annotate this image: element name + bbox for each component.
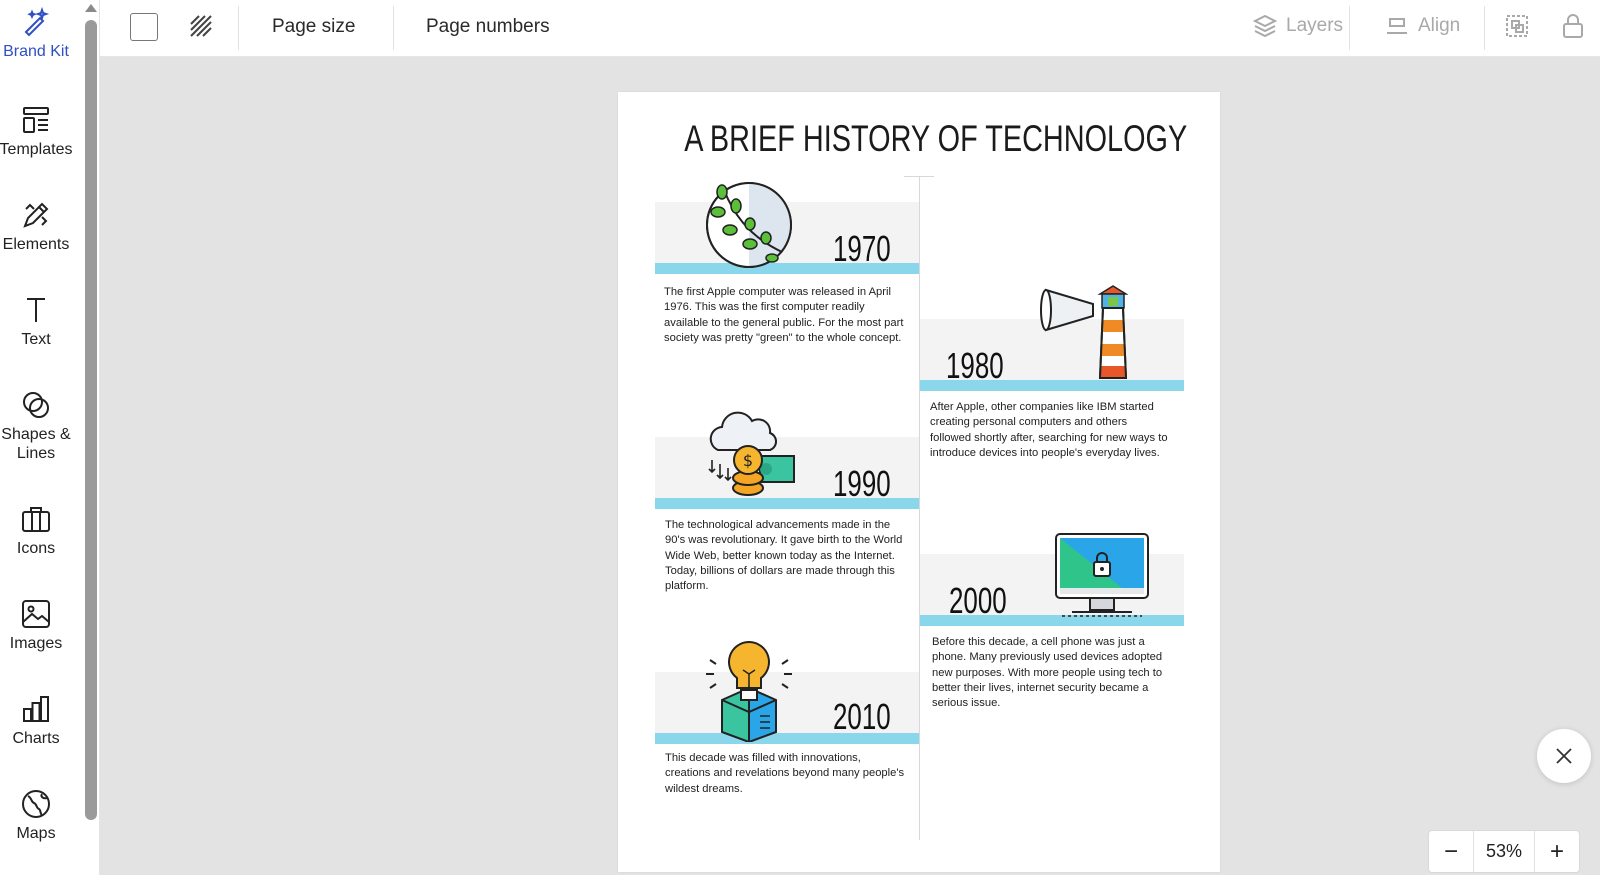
- magic-wand-icon: [20, 6, 52, 38]
- transparency-pattern-icon[interactable]: [189, 14, 213, 38]
- sidebar-item-elements[interactable]: [0, 199, 72, 254]
- close-panel-button[interactable]: [1537, 729, 1591, 783]
- group-button[interactable]: [1504, 13, 1530, 39]
- infographic-title[interactable]: A BRIEF HISTORY OF TECHNOLOGY: [684, 118, 1188, 159]
- description-2000[interactable]: Before this decade, a cell phone was just a phone. Many previously used devices adopted new purposes. With more people using tech to better their lives, internet security became a serious issue.: [932, 636, 1163, 710]
- zoom-level[interactable]: 53%: [1473, 831, 1535, 872]
- year-label-1970[interactable]: 1970: [833, 228, 891, 269]
- group-icon: [1504, 13, 1530, 39]
- sidebar-item-maps[interactable]: [0, 788, 72, 843]
- align-button[interactable]: [1384, 13, 1460, 39]
- plant-globe-icon[interactable]: [704, 180, 794, 270]
- sidebar-item-icons[interactable]: [0, 503, 72, 558]
- layers-icon: [1252, 13, 1278, 39]
- sidebar-item-brand-kit[interactable]: [0, 6, 72, 61]
- top-toolbar: [100, 0, 1600, 57]
- zoom-control: [1428, 830, 1580, 873]
- shapes-icon: [20, 389, 52, 421]
- briefcase-icon: [20, 503, 52, 535]
- page-numbers-button[interactable]: Page numbers: [426, 16, 550, 37]
- close-icon: [1554, 746, 1574, 766]
- lock-icon: [1560, 13, 1586, 39]
- toolbar-divider: [1349, 6, 1350, 50]
- toolbar-divider: [238, 6, 239, 50]
- sidebar-item-images[interactable]: [0, 598, 72, 653]
- year-label-2000[interactable]: 2000: [949, 580, 1007, 621]
- year-label-2010[interactable]: 2010: [833, 696, 891, 737]
- align-label: Align: [1418, 15, 1461, 36]
- description-1990[interactable]: The technological advancements made in the 90's was revolutionary. It gave birth to the World Wide Web, better known today as the Internet. Today, billions of dollars are made through this platform.: [665, 519, 903, 593]
- bar-chart-icon: [20, 693, 52, 725]
- globe-icon: [20, 788, 52, 820]
- sidebar-item-label: Images: [9, 635, 63, 652]
- description-2010[interactable]: This decade was filled with innovations, creations and revelations beyond many people's wildest dreams.: [665, 752, 905, 795]
- sidebar-item-label: Maps: [16, 825, 56, 842]
- sidebar-item-charts[interactable]: [0, 693, 72, 748]
- cloud-money-icon[interactable]: [704, 404, 800, 500]
- sidebar-item-label: Text: [21, 331, 51, 348]
- toolbar-divider: [393, 6, 394, 50]
- lighthouse-icon[interactable]: [1038, 282, 1128, 382]
- image-icon: [20, 598, 52, 630]
- sidebar-item-label: Charts: [12, 730, 60, 747]
- sidebar-item-label: Templates: [0, 141, 73, 158]
- templates-icon: [20, 104, 52, 136]
- svg-text:$: $: [742, 451, 754, 470]
- lock-button[interactable]: [1560, 13, 1586, 39]
- scroll-up-arrow-icon[interactable]: [85, 4, 97, 12]
- toolbar-divider: [1484, 6, 1485, 50]
- sidebar-item-shapes-lines[interactable]: [0, 389, 72, 463]
- sidebar-item-label: Icons: [16, 540, 56, 557]
- elements-icon: [20, 199, 52, 231]
- lightbulb-box-icon[interactable]: [696, 640, 802, 742]
- page-size-button[interactable]: Page size: [272, 16, 356, 37]
- layers-label: Layers: [1286, 15, 1344, 36]
- timeline-line: [919, 176, 920, 840]
- left-sidebar: [0, 0, 82, 875]
- year-label-1990[interactable]: 1990: [833, 463, 891, 504]
- sidebar-item-text[interactable]: [0, 294, 72, 349]
- description-1980[interactable]: After Apple, other companies like IBM started creating personal computers and others followed shortly after, searching for new ways to introduce devices into people's everyday lives.: [930, 401, 1168, 459]
- description-1970[interactable]: The first Apple computer was released in April 1976. This was the first computer readily available to the general public. For the most part society was pretty "green" to the whole concept.: [664, 286, 904, 344]
- sidebar-item-label: Shapes &: [1, 426, 71, 443]
- sidebar-item-templates[interactable]: [0, 104, 72, 159]
- locked-monitor-icon[interactable]: [1052, 532, 1152, 622]
- zoom-out-button[interactable]: −: [1443, 837, 1458, 865]
- scrollbar-thumb[interactable]: [85, 20, 97, 820]
- zoom-in-button[interactable]: +: [1549, 837, 1564, 865]
- sidebar-item-label: Brand Kit: [3, 43, 69, 60]
- sidebar-item-label-line2: Lines: [16, 445, 56, 462]
- sidebar-scrollbar[interactable]: [82, 0, 100, 875]
- layers-button[interactable]: [1252, 13, 1343, 39]
- design-page[interactable]: [618, 92, 1220, 872]
- background-color-swatch[interactable]: [130, 13, 158, 41]
- sidebar-item-label: Elements: [2, 236, 70, 253]
- align-icon: [1384, 13, 1410, 39]
- year-label-1980[interactable]: 1980: [946, 345, 1004, 386]
- text-icon: [20, 294, 52, 326]
